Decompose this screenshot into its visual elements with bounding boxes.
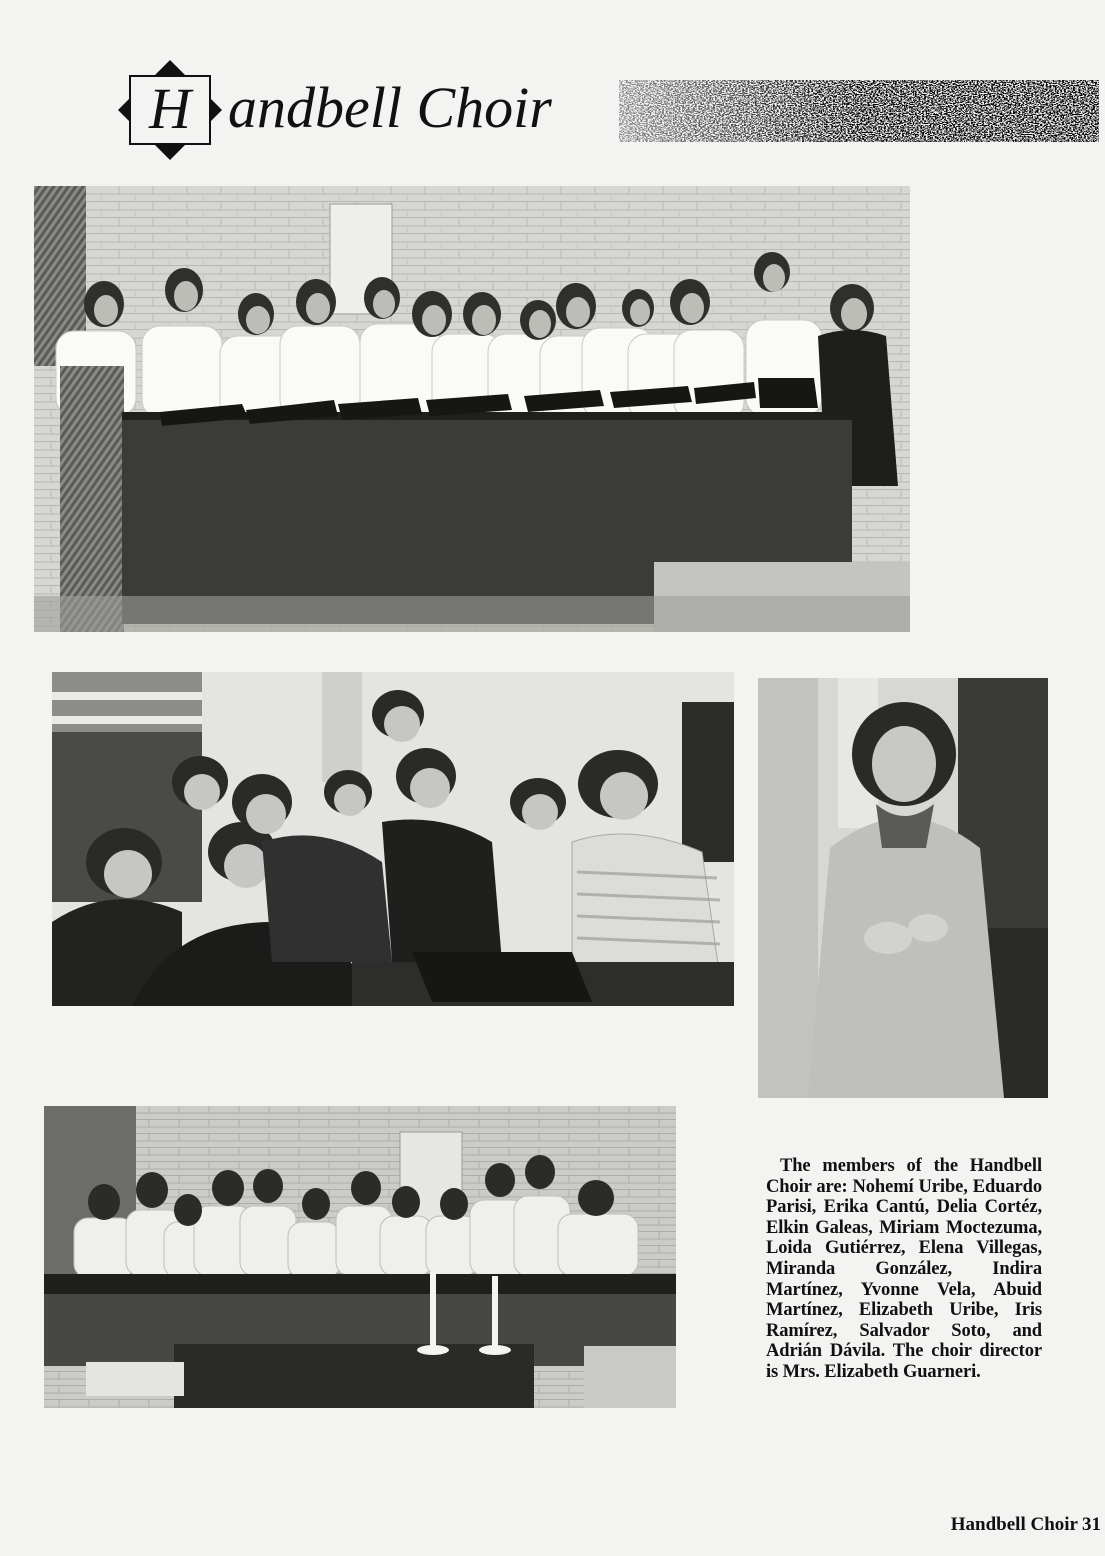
drop-cap-letter: H (149, 76, 191, 141)
folio-page-number: 31 (1082, 1514, 1101, 1535)
speckled-texture-band (619, 80, 1099, 142)
page-title (116, 58, 1096, 168)
folio-section: Handbell Choir (950, 1514, 1078, 1535)
photo-members-playing (52, 672, 734, 1006)
title-text: andbell Choir (228, 75, 552, 140)
photo-director-portrait (758, 678, 1048, 1098)
photo-group-stage (34, 186, 910, 632)
drop-cap-ornament (116, 58, 224, 162)
photo-group-performance (44, 1106, 676, 1408)
page-folio (947, 1514, 1101, 1536)
photo-caption: The members of the Handbell Choir are: Nohemí Uribe, Eduardo Parisi, Erika Cantú, Delia Cortéz, Elkin Galeas, Miriam Moctezuma, Loida Gutiérrez, Elena Villegas, Miranda González, Indira Martínez, Yvonne Vela, Abuid Martínez, Elizabeth Uribe, Iris Ramírez, Salvador Soto, and Adrián Dávila. The choir director is Mrs. Elizabeth Guarneri. (766, 1156, 1042, 1382)
